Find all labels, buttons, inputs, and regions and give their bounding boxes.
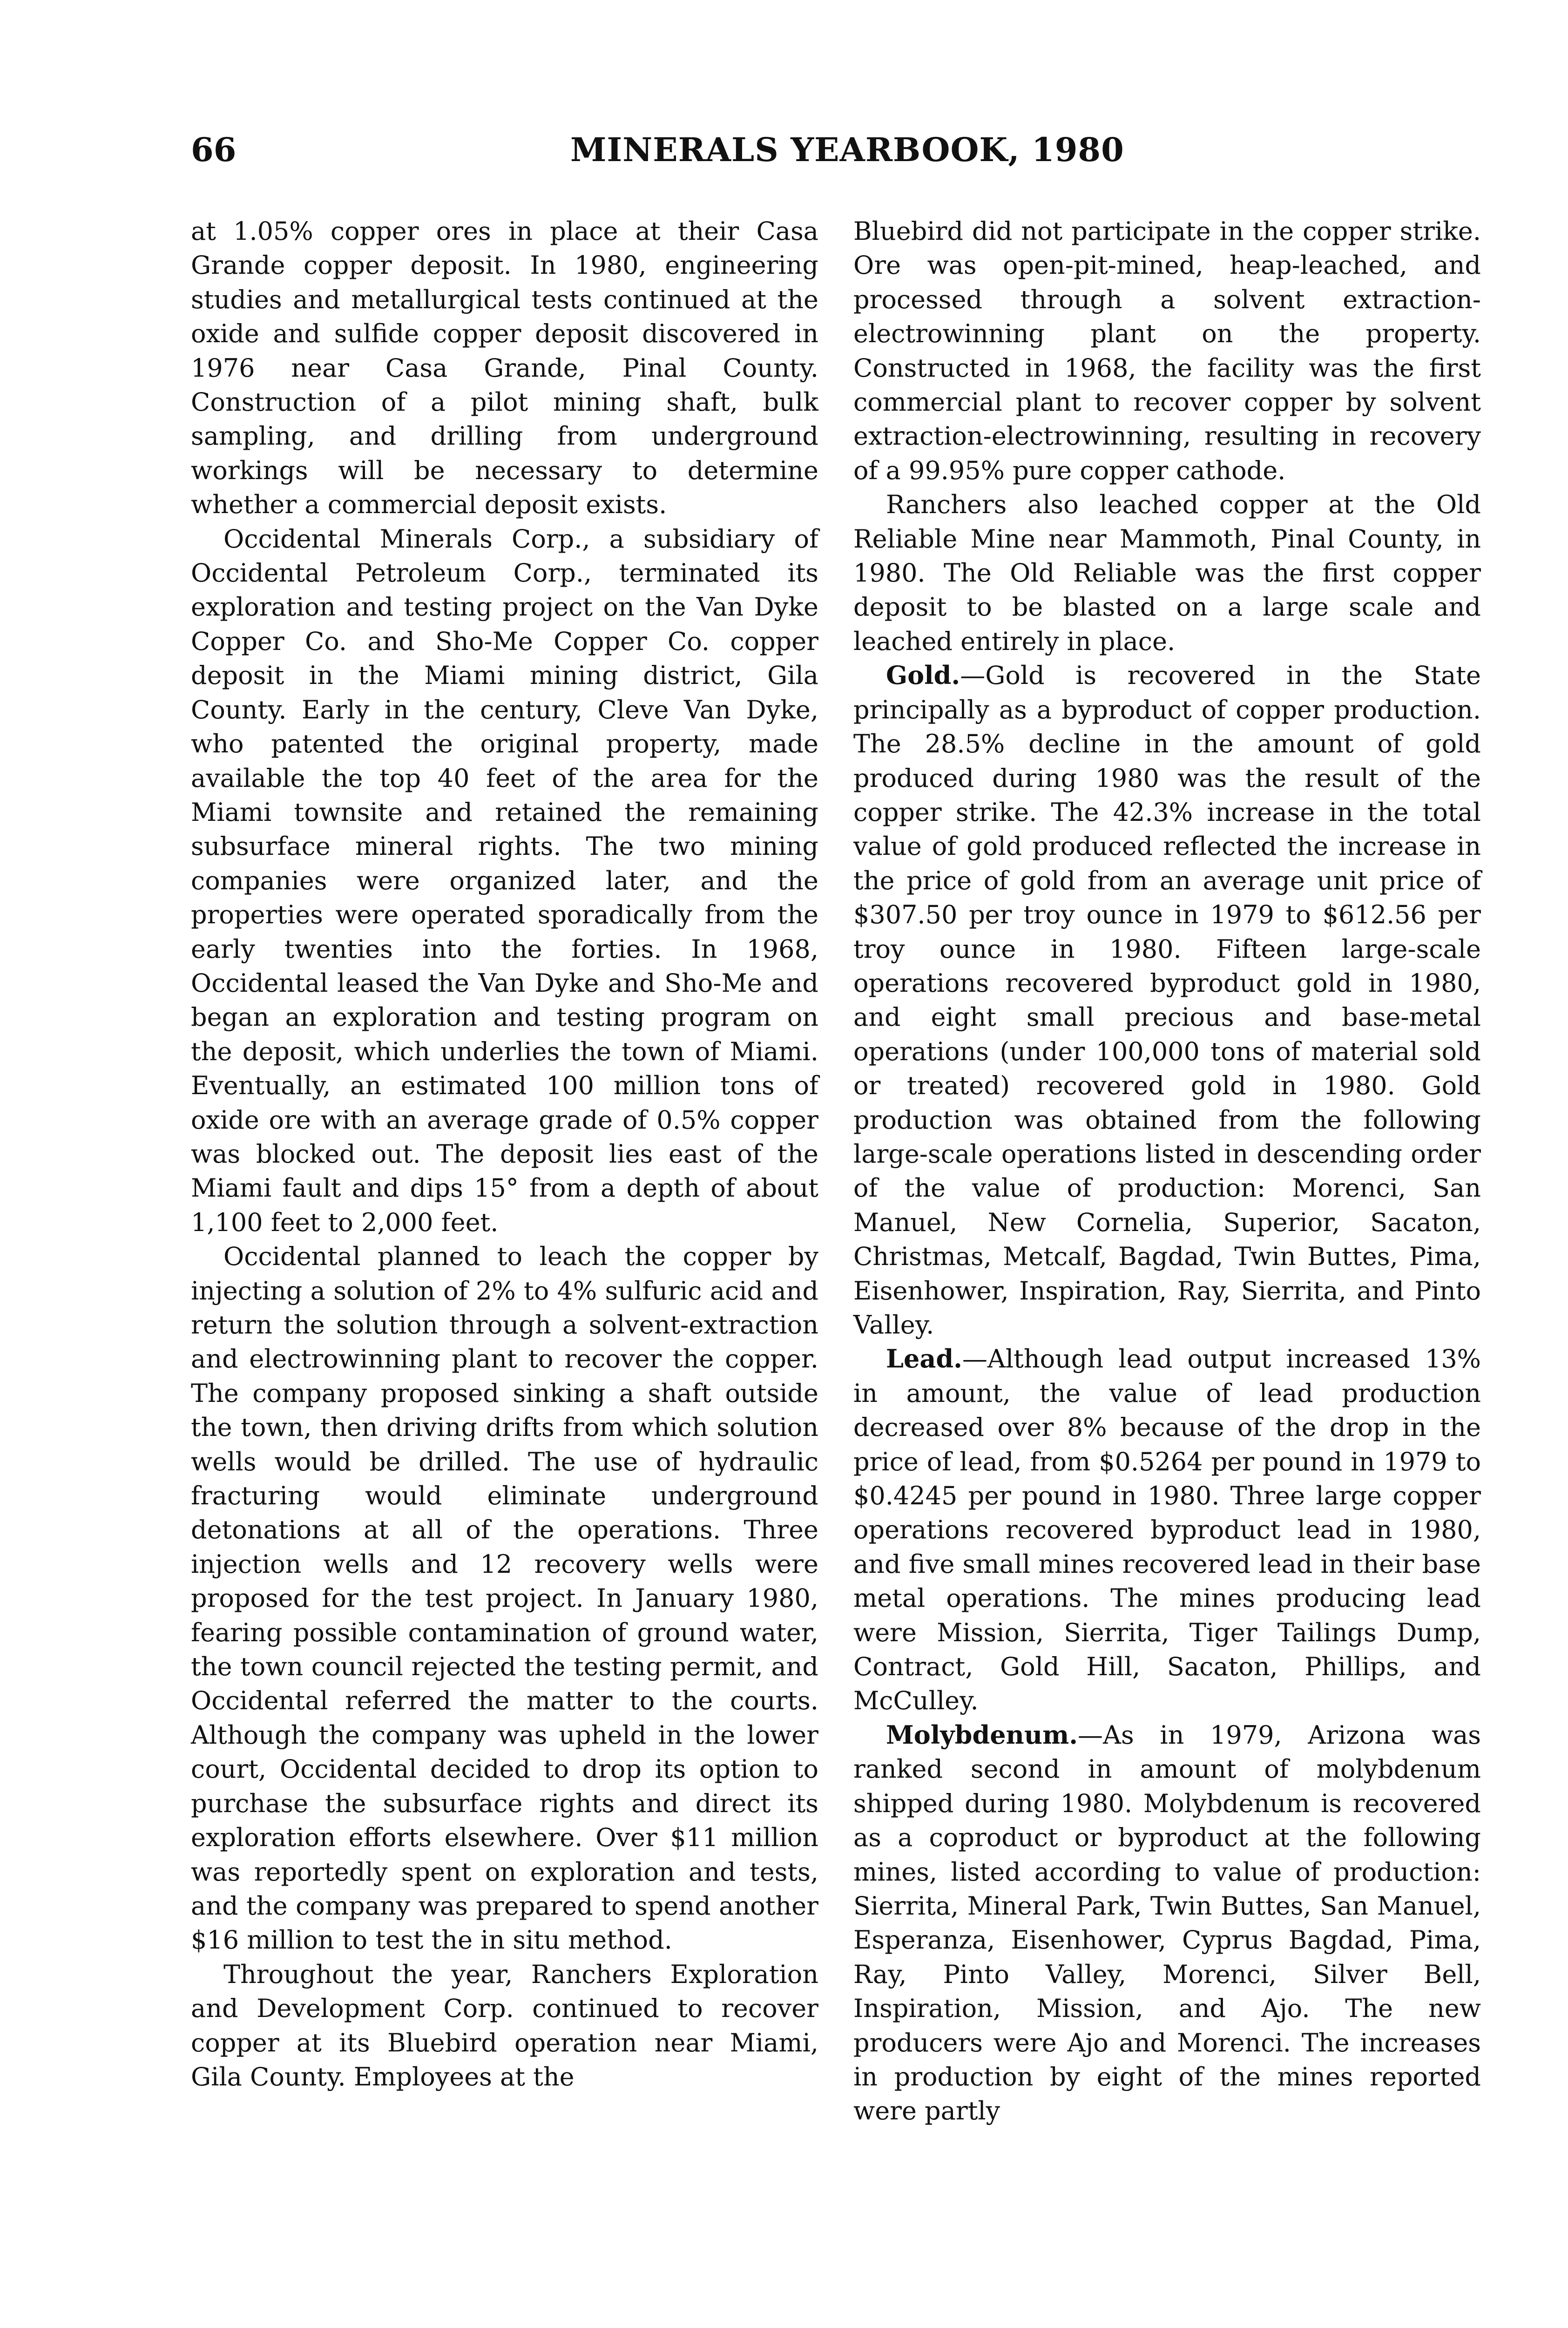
section-molybdenum <box>853 1718 1481 2128</box>
molybdenum-text: —As in 1979, Arizona was ranked second in amount of molybdenum shipped during 1980. Molybdenum is recovered as a coproduct or byproduct at the following mines, listed according to value of production: Sierrita, Mineral Park, Twin Buttes, San Manuel, Esperanza, Eisenhower, Cyprus Bagdad, Pima, Ray, Pinto Valley, Morenci, Silver Bell, Inspiration, Mission, and Ajo. The new producers were Ajo and Morenci. The increases in production by eight of the mines reported were partly <box>853 1720 1481 2126</box>
section-gold <box>853 658 1481 1342</box>
paragraph-bluebird-strike: Bluebird did not participate in the copper strike. Ore was open-pit-mined, heap-leached, and processed through a solvent extraction-electrowinning plant on the property. Constructed in 1968, the facility was the first commercial plant to recover copper by solvent extraction-electrowinning, resulting in recovery of a 99.95% pure copper cathode. <box>853 217 1481 485</box>
running-head: MINERALS YEARBOOK, 1980 <box>570 130 1124 169</box>
right-column <box>853 214 1481 2128</box>
section-lead <box>853 1342 1481 1718</box>
lead-heading: Lead. <box>886 1344 962 1374</box>
gold-heading: Gold. <box>886 660 960 690</box>
paragraph-old-reliable: Ranchers also leached copper at the Old Reliable Mine near Mammoth, Pinal County, in 1980. The Old Reliable was the first copper deposit to be blasted on a large scale and leached entirely in place. <box>853 490 1481 656</box>
lead-text: —Although lead output increased 13% in amount, the value of lead production decreased over 8% because of the drop in the price of lead, from $0.5264 per pound in 1979 to $0.4245 per pound in 1980. Three large copper operations recovered byproduct lead in 1980, and five small mines recovered lead in their base metal operations. The mines producing lead were Mission, Sierrita, Tiger Tailings Dump, Contract, Gold Hill, Sacaton, Phillips, and McCulley. <box>853 1344 1481 1716</box>
page-number: 66 <box>191 130 237 169</box>
left-column <box>191 214 818 2094</box>
page-header <box>191 130 1480 182</box>
molybdenum-heading: Molybdenum. <box>886 1719 1078 1750</box>
gold-text: —Gold is recovered in the State principally as a byproduct of copper production. The 28.5% decline in the amount of gold produced during 1980 was the result of the copper strike. The 42.3% increase in the total value of gold produced reflected the increase in the price of gold from an average unit price of $307.50 per troy ounce in 1979 to $612.56 per troy ounce in 1980. Fifteen large-scale operations recovered byproduct gold in 1980, and eight small precious and base-metal operations (under 100,000 tons of material sold or treated) recovered gold in 1980. Gold production was obtained from the following large-scale operations listed in descending order of the value of production: Morenci, San Manuel, New Cornelia, Superior, Sacaton, Christmas, Metcalf, Bagdad, Twin Buttes, Pima, Eisenhower, Inspiration, Ray, Sierrita, and Pinto Valley. <box>853 661 1481 1340</box>
paragraph-occidental-leach-plan: Occidental planned to leach the copper by injecting a solution of 2% to 4% sulfuric acid and return the solution through a solvent-extraction and electrowinning plant to recover the copper. The company proposed sinking a shaft outside the town, then driving drifts from which solution wells would be drilled. The use of hydraulic fracturing would eliminate underground detonations at all of the operations. Three injection wells and 12 recovery wells were proposed for the test project. In January 1980, fearing possible contamination of ground water, the town council rejected the testing permit, and Occidental referred the matter to the courts. Although the company was upheld in the lower court, Occidental decided to drop its option to purchase the subsurface rights and direct its exploration efforts elsewhere. Over $11 million was reportedly spent on exploration and tests, and the company was prepared to spend another $16 million to test the in situ method. <box>191 1242 818 1955</box>
paragraph-occidental-minerals: Occidental Minerals Corp., a subsidiary of Occidental Petroleum Corp., terminated its exploration and testing project on the Van Dyke Copper Co. and Sho-Me Copper Co. copper deposit in the Miami mining district, Gila County. Early in the century, Cleve Van Dyke, who patented the original property, made available the top 40 feet of the area for the Miami townsite and retained the remaining subsurface mineral rights. The two mining companies were organized later, and the properties were operated sporadically from the early twenties into the forties. In 1968, Occidental leased the Van Dyke and Sho-Me and began an exploration and testing program on the deposit, which underlies the town of Miami. Eventually, an estimated 100 million tons of oxide ore with an average grade of 0.5% copper was blocked out. The deposit lies east of the Miami fault and dips 15° from a depth of about 1,100 feet to 2,000 feet. <box>191 524 818 1237</box>
paragraph-casa-grande: at 1.05% copper ores in place at their Casa Grande copper deposit. In 1980, engineering studies and metallurgical tests continued at the oxide and sulfide copper deposit discovered in 1976 near Casa Grande, Pinal County. Construction of a pilot mining shaft, bulk sampling, and drilling from underground workings will be necessary to determine whether a commercial deposit exists. <box>191 217 818 520</box>
paragraph-ranchers-bluebird: Throughout the year, Ranchers Exploration and Development Corp. continued to recover copper at its Bluebird operation near Miami, Gila County. Employees at the <box>191 1959 818 2091</box>
